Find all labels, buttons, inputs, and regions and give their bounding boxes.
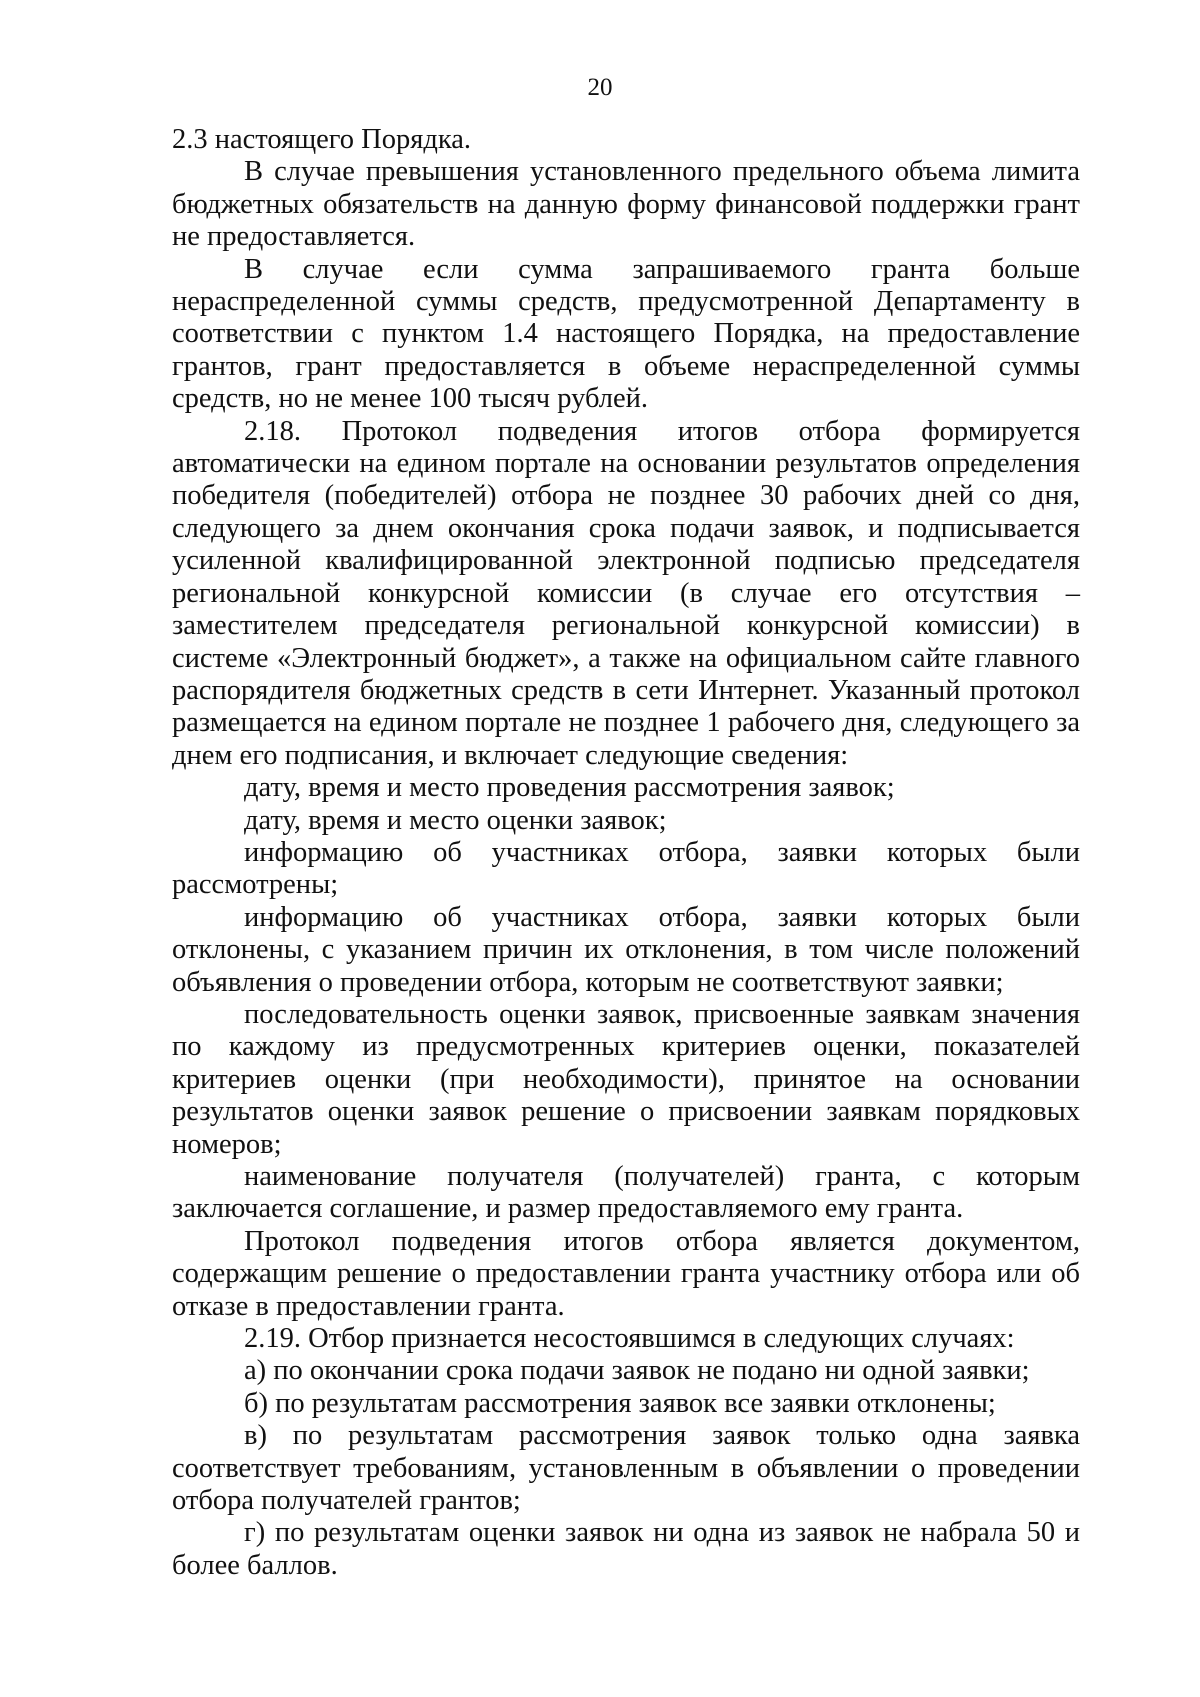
list-item: дату, время и место оценки заявок; [244, 804, 667, 836]
list-item: информацию об участниках отбора, заявки которых были рассмотрены; [172, 836, 1080, 901]
list-item: информацию об участниках отбора, заявки которых были отклонены, с указанием причин их отклонения, в том числе положений объявления о проведении отбора, которым не соответствуют заявки; [172, 901, 1080, 998]
list-item: б) по результатам рассмотрения заявок все заявки отклонены; [244, 1387, 996, 1419]
list-item: последовательность оценки заявок, присвоенные заявкам значения по каждому из предусмотренных критериев оценки, показателей критериев оценки (при необходимости), принятое на основании результатов оценки заявок решение о присвоении заявкам порядковых номеров; [172, 998, 1080, 1160]
paragraph: Протокол подведения итогов отбора является документом, содержащим решение о предоставлении гранта участнику отбора или об отказе в предоставлении гранта. [172, 1225, 1080, 1322]
list-item: г) по результатам оценки заявок ни одна из заявок не набрала 50 и более баллов. [172, 1517, 1080, 1581]
paragraph-section-2-19: 2.19. Отбор признается несостоявшимся в следующих случаях: [244, 1323, 1015, 1355]
paragraph: В случае превышения установленного предельного объема лимита бюджетных обязательств на данную форму финансовой поддержки грант не предоставляется. [172, 156, 1080, 253]
list-item: а) по окончании срока подачи заявок не подано ни одной заявки; [244, 1355, 1030, 1387]
paragraph-section-2-18: 2.18. Протокол подведения итогов отбора формируется автоматически на едином портале на основании результатов определения победителя (победителей) отбора не позднее 30 рабочих дней со дня, следующего за днем окончания срока подачи заявок, и подписывается усиленной квалифицированной электронной подписью председателя региональной конкурсной комиссии (в случае его отсутствия – заместителем председателя региональной конкурсной комиссии) в системе «Электронный бюджет», а также на официальном сайте главного распорядителя бюджетных средств в сети Интернет. Указанный протокол размещается на едином портале не позднее 1 рабочего дня, следующего за днем его подписания, и включает следующие сведения: [172, 415, 1080, 771]
paragraph: 2.3 настоящего Порядка. [172, 124, 472, 155]
page-number: 20 [587, 74, 613, 101]
list-item: наименование получателя (получателей) гранта, с которым заключается соглашение, и размер предоставляемого ему гранта. [172, 1161, 1080, 1225]
list-item: дату, время и место проведения рассмотрения заявок; [244, 772, 895, 804]
paragraph: В случае если сумма запрашиваемого гранта больше нераспределенной суммы средств, предусмотренной Департаменту в соответствии с пунктом 1.4 настоящего Порядка, на предоставление грантов, грант предоставляется в объеме нераспределенной суммы средств, но не менее 100 тысяч рублей. [172, 253, 1080, 415]
list-item: в) по результатам рассмотрения заявок только одна заявка соответствует требованиям, установленным в объявлении о проведении отбора получателей грантов; [172, 1420, 1080, 1517]
document-body [172, 124, 1080, 1582]
